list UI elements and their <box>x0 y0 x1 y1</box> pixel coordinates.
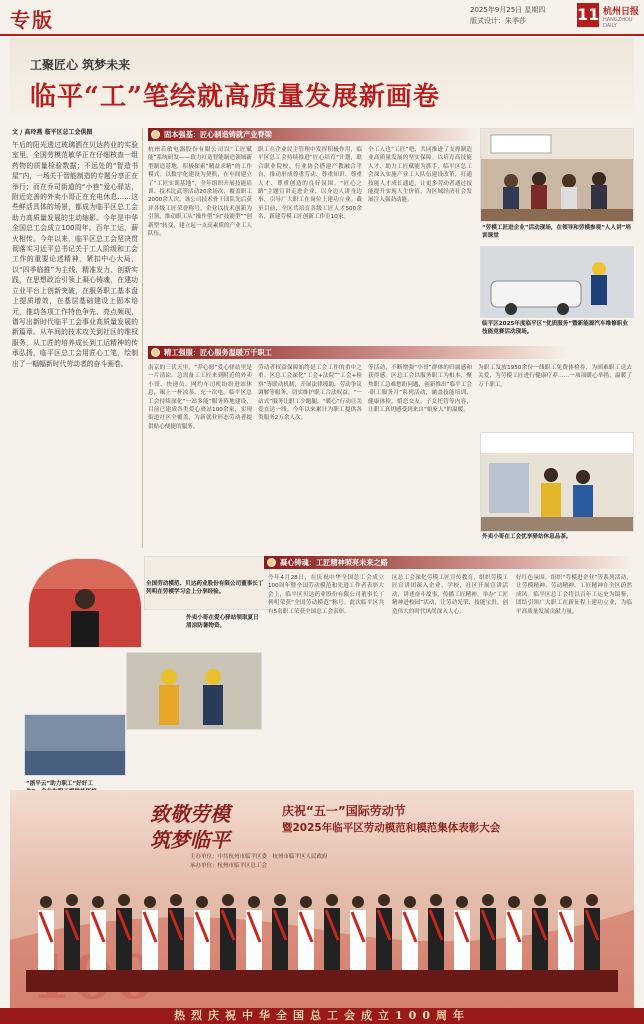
section-1-col-2: 职工在企业民主管理中发挥积极作用，临平区总工会持续推进“匠心培育”计划，联合职业院校、行业协会搭建产教融合平台，推动形成尊重劳动、尊重知识、尊重人才、尊重创造的良好氛围。“匠心之路”主题宣讲走进企业，以身边人讲身边事，引导广大职工在岗位上建功立业。截至目前，全区共培育各级工匠人才500余名，新建劳模工匠创新工作室10家。 <box>258 147 362 221</box>
photo-auto-repair <box>480 246 634 318</box>
photo-workers-gear-image <box>127 653 261 729</box>
bullet-icon <box>151 348 160 357</box>
organizer-2: 承办单位：杭州市临平区总工会 <box>190 863 268 869</box>
lead-paragraph: 午后的阳光透过玻璃洒在贝达药业的实验室里，全国劳模范敏华正在仔细核查一组药物的质量检验数据；不远处的“智造书屋”内，一场关于智能制造的专题分享正在举行；而在乔司街道的“小巷”爱心驿站，附近完善的外卖小哥正在充电休息……这些鲜活具体的场景，都成为临平区总工会助力高质量发展的生动缩影。今年是中华全国总工会成立100周年。百年工运，薪火相传。今年以来，临平区总工会坚决贯彻落实习近平总书记关于工人阶级和工会工作的重要论述精神，紧扣中心大局，以“四季临推”为主线，精准发力、创新实践，在思想政治引领上凝心铸魂，在建功立业平台上创新突破，在服务职工基本盘上提质增效，在基层基础建设上固本培元，推动各项工作特色争先、亮点频现，谱写出新时代临平工会事业高质量发展的新篇章。从车间的技术攻关到社区的维权服务，从工匠的培养成长到工运精神的传承弘扬，临平区总工会用匠心工笔，绘制出了一幅幅新时代劳动者的奋斗画卷。 <box>12 141 138 368</box>
page-number: 11 <box>577 3 599 27</box>
headline-kicker: 工聚匠心 筑梦未来 <box>30 58 131 72</box>
section-2-heading: 精工强服：匠心服务温暖万千职工 <box>148 346 568 359</box>
caption-auto-repair: 临平区2025年度临平区“优质服务”暨新能源汽车维修职业技能竞赛活动现场。 <box>482 321 628 335</box>
section-3-col-2: 区总工会深化劳模工匠宣传教育，组织劳模工匠宣讲团深入企业、学校、社区开展宣讲活动，讲述奋斗故事，传播工匠精神。举办“工匠精神进校园”活动，让劳动光荣、技能宝贵、创造伟大的时代风尚深入人心。 <box>392 575 508 615</box>
section-2-col-1: 南京的三伏天里，“乔心愿”爱心驿站里是一片清凉。急需备工工匠来到附近的外卖小哥、快递员、网约车司机纷纷进站休息，喝上一杯凉茶、充一次电。临平区总工会持续深化“一站多能”服务阵地建设，目前已建成各类爱心驿站100余家，实现街道社区全覆盖，为新就业形态劳动者提供贴心便捷的服务。 <box>148 365 252 430</box>
page-header <box>0 0 644 36</box>
photo-labor-model <box>28 558 142 648</box>
headline-title: 临平“工”笔绘就高质量发展新画卷 <box>30 82 440 112</box>
caption-factory: “浙平云”助力职工“好好工 <box>26 781 93 787</box>
section-2-col-4: 为职工发放1950余份一线职工免费体检券，为困难职工送去关爱，为劳模工匠进行健康疗养……一项项暖心举措，温暖了万千职工。 <box>478 365 632 388</box>
column-divider <box>142 128 143 548</box>
paper-logo: 杭州日报 <box>603 7 640 17</box>
photo-courier-station-image <box>481 433 633 531</box>
photo-labor-model-image <box>29 559 141 647</box>
photo-training-class-image <box>481 129 633 221</box>
section-3-col-1: 今年4月28日，在庆祝中华全国总工会成立100周年暨全国劳动模范和先进工作者表彰大会上，临平区贝达药业股份有限公司董事长丁列明荣获“全国劳动模范”称号。此次临平区共有5名职工荣获全国总工会表彰。 <box>268 575 384 615</box>
section-1-col-1: 杭州若敏电器股份有限公司以“工匠赋能”系统研发——致力打造智能制造领域新型制造基地，积极探索“精益求精”的工作模式。以数字化建设为契机，在车间建立了“工匠实训基地”，全年组织开展技能培训、技术比武等活动20余场次，覆盖职工2000余人次。该公司技术骨干团队先后获评各级工匠荣誉称号。企业以技术创新为引领，推动职工从“操作型”向“技能型”“创新型”转变，建立起一支高素质的产业工人队伍。 <box>148 147 252 238</box>
banner-title-line-2: 暨2025年临平区劳动模范和模范集体表彰大会 <box>282 822 501 834</box>
photo-factory <box>24 714 126 776</box>
paper-logo-en: HANGZHOU DAILY <box>603 17 633 29</box>
footer-slogan: 热烈庆祝中华全国总工会成立100周年 <box>0 1008 644 1024</box>
bullet-icon <box>267 558 276 567</box>
section-1-heading: 固本强基：匠心制造铸就产业脊梁 <box>148 128 478 141</box>
caption-courier: 外卖小哥在工会优享驿站休息品茶。 <box>482 534 572 540</box>
layout-editor: 版式设计：朱季莎 <box>470 17 526 25</box>
caption-workers: 外卖小哥在爱心驿站领取夏日清凉防暑物资。 <box>186 615 259 629</box>
bullet-icon <box>151 130 160 139</box>
section-2-col-2: 劳动者权益保障始终是工会工作的重中之重。区总工会深化“工会+法院”“工会+检察”等联动机制，开展法律援助、劳动争议调解等服务，切实维护职工合法权益。“一站式”服务让职工少跑腿，“暖心”行动让关爱直达一线。今年以来累计为职工提供各类服务2万余人次。 <box>258 365 362 422</box>
photo-auto-repair-image <box>481 247 633 317</box>
section-3-col-3: 好红色氛围，组织“劳模进企业”等系列活动，让劳模精神、劳动精神、工匠精神在全区蔚然成风。临平区总工会将以百年工运史为镜鉴，团结引领广大职工在新征程上建功立业，为临平高质量发展贡献力量。 <box>516 575 632 615</box>
photo-training-class <box>480 128 634 222</box>
byline: 文 / 高玲燕 临平区总工会供图 <box>12 129 93 136</box>
photo-courier-station <box>480 432 634 532</box>
section-2-col-3: 等活动，不断增强“小哥”群体的归属感和获得感。区总工会以服务职工为根本，聚焦职工急难愁盼问题，创新推出“临平工会·职工服务月”系列活动，涵盖技能培训、健康体检、婚恋交友、子女托管等内容，让职工真切感受到来自“娘家人”的温暖。 <box>368 365 472 414</box>
caption-training: “劳模工匠进企业”活动现场，在领导和劳模参观“人人讲”培训课堂 <box>482 225 631 239</box>
award-banner <box>10 790 634 1008</box>
section-label: 专版 <box>10 8 54 32</box>
group-photo-honorees <box>26 882 618 992</box>
calligraphy-line-1: 致敬劳模 <box>150 802 230 826</box>
issue-date: 2025年9月25日 星期四 <box>470 6 546 14</box>
photo-factory-image <box>25 715 125 775</box>
section-3-heading: 凝心铸魂：工匠精神照亮未来之路 <box>264 556 634 569</box>
section-1-col-3: 全工人也“工匠”吧，共同推进了支撑制造业高质量发展的坚实保障。以培育高技能人才、助力工匠赋能为抓手，临平区总工会深入实施产业工人队伍建设改革，打通技能人才成长通道，让更多劳动者通过技能提升实现人生价值，为区域经济社会发展注入强劲动能。 <box>368 147 472 204</box>
organizer-1: 主办单位：中共杭州市临平区委 杭州市临平区人民政府 <box>190 854 328 860</box>
caption-labor-model: 全国劳动模范、贝达药业股份有限公司董事长丁列明在劳模学习会上分享经验。 <box>146 581 264 595</box>
calligraphy-line-2: 筑梦临平 <box>150 828 230 852</box>
photo-workers-gear <box>126 652 262 730</box>
banner-title-line-1: 庆祝“五一”国际劳动节 <box>282 804 406 818</box>
